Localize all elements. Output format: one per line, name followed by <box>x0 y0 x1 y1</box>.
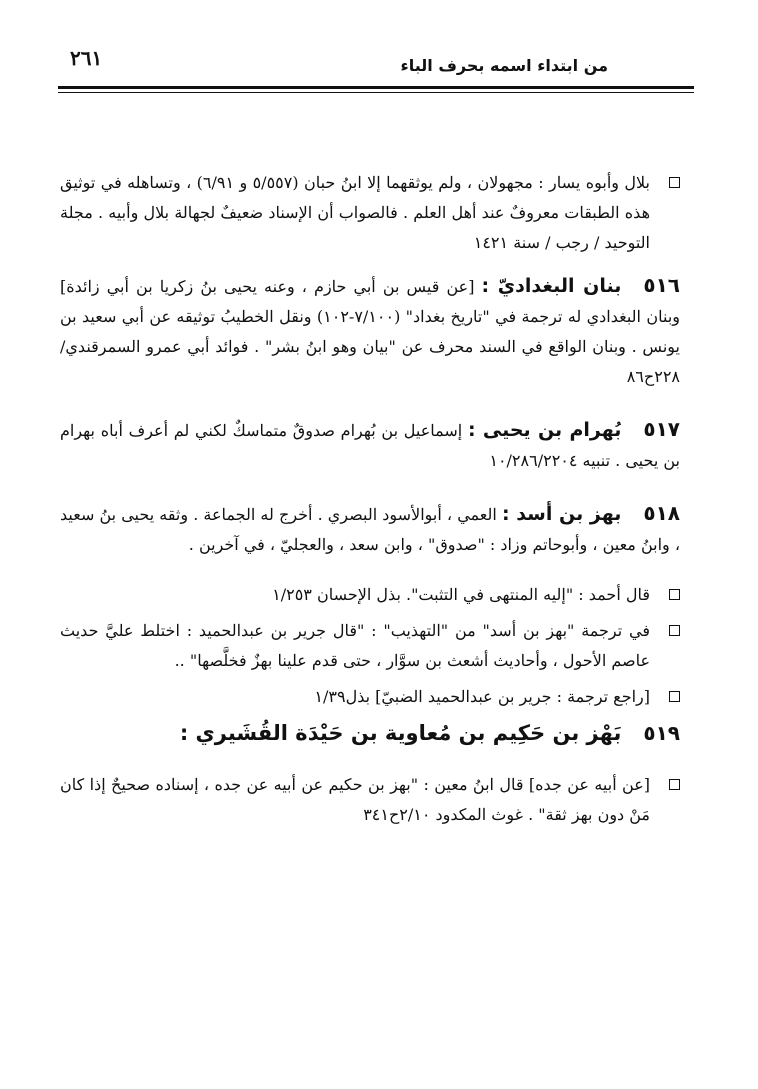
running-header-title: من ابتداء اسمه بحرف الباء <box>400 56 608 75</box>
entry-text: العمي ، أبوالأسود البصري . أخرج له الجماعة . وثقه يحيى بنُ سعيد ، وابنُ معين ، وأبوحاتم وزاد : "صدوق" ، وابن سعد ، والعجليّ ، في آخرين . <box>60 505 680 554</box>
page-number: ٢٦١ <box>70 46 103 70</box>
entry-number: ٥١٩ <box>643 721 680 745</box>
entry-name: بَهْز بن حَكِيم بن مُعاوية بن حَيْدَة القُشَيري : <box>179 721 622 745</box>
header-rule-thin <box>58 92 694 93</box>
note-519-ibn-maeen <box>60 770 680 830</box>
note-518-jarir <box>60 682 680 712</box>
entry-text: إسماعيل بن بُهرام صدوقٌ متماسكٌ لكني لم أعرف أباه بهرام بن يحيى . تنبيه ١٠/٢٨٦/٢٢٠٤ <box>60 421 680 470</box>
entry-518 <box>60 498 680 560</box>
entry-517 <box>60 414 680 476</box>
square-bullet-icon <box>669 625 680 636</box>
entry-name: بنان البغداديّ : <box>481 275 622 297</box>
note-518-tahdhib <box>60 616 680 676</box>
entry-516 <box>60 270 680 392</box>
header-rule-thick <box>58 86 694 89</box>
note-text: [عن أبيه عن جده] قال ابنُ معين : "بهز بن حكيم عن أبيه عن جده ، إسناده صحيحٌ إذا كان مَنْ دون بهز ثقة" . غوث المكدود ٢/١٠ح٣٤١ <box>60 775 651 824</box>
entry-number: ٥١٧ <box>643 417 681 441</box>
note-text: بلال وأبوه يسار : مجهولان ، ولم يوثقهما إلا ابنُ حبان (٥/٥٥٧ و ٦/٩١) ، وتساهله في توثيق هذه الطبقات معروفٌ عند أهل العلم . فالصواب أن الإسناد ضعيفٌ لجهالة بلال وأبيه . مجلة التوحيد / رجب / سنة ١٤٢١ <box>60 173 650 252</box>
square-bullet-icon <box>669 691 680 702</box>
page-content <box>60 168 680 830</box>
square-bullet-icon <box>669 589 680 600</box>
entry-number: ٥١٦ <box>643 273 680 297</box>
note-text: [راجع ترجمة : جرير بن عبدالحميد الضبيّ] بذل١/٣٩ <box>314 687 650 706</box>
note-bilal <box>60 168 680 258</box>
entry-number: ٥١٨ <box>643 501 680 525</box>
square-bullet-icon <box>669 177 680 188</box>
note-text: قال أحمد : "إليه المنتهى في التثبت". بذل الإحسان ١/٢٥٣ <box>272 585 650 604</box>
entry-519-title <box>60 716 680 750</box>
entry-name: بهز بن أسد : <box>501 503 622 525</box>
square-bullet-icon <box>669 779 680 790</box>
note-518-ahmad <box>60 580 680 610</box>
entry-name: بُهرام بن يحيى : <box>468 419 622 441</box>
note-text: في ترجمة "بهز بن أسد" من "التهذيب" : "قال جرير بن عبدالحميد : اختلط عليَّ حديث عاصم الأحول ، وأحاديث أشعث بن سوَّار ، حتى قدم علينا بهزٌ فخلَّصها" .. <box>60 621 650 670</box>
entry-text: [عن قيس بن أبي حازم ، وعنه يحيى بنُ زكريا بن أبي زائدة] وبنان البغدادي له ترجمة في "تاريخ بغداد" (٧/١٠٠-١٠٢) ونقل الخطيبُ توثيقه عن أبي سعيد بن يونس . وبنان الواقع في السند محرف عن "بيان وهو ابنُ بشر" . فوائد أبي عمرو السمرقندي/٢٢٨ح٨٦ <box>60 277 680 386</box>
